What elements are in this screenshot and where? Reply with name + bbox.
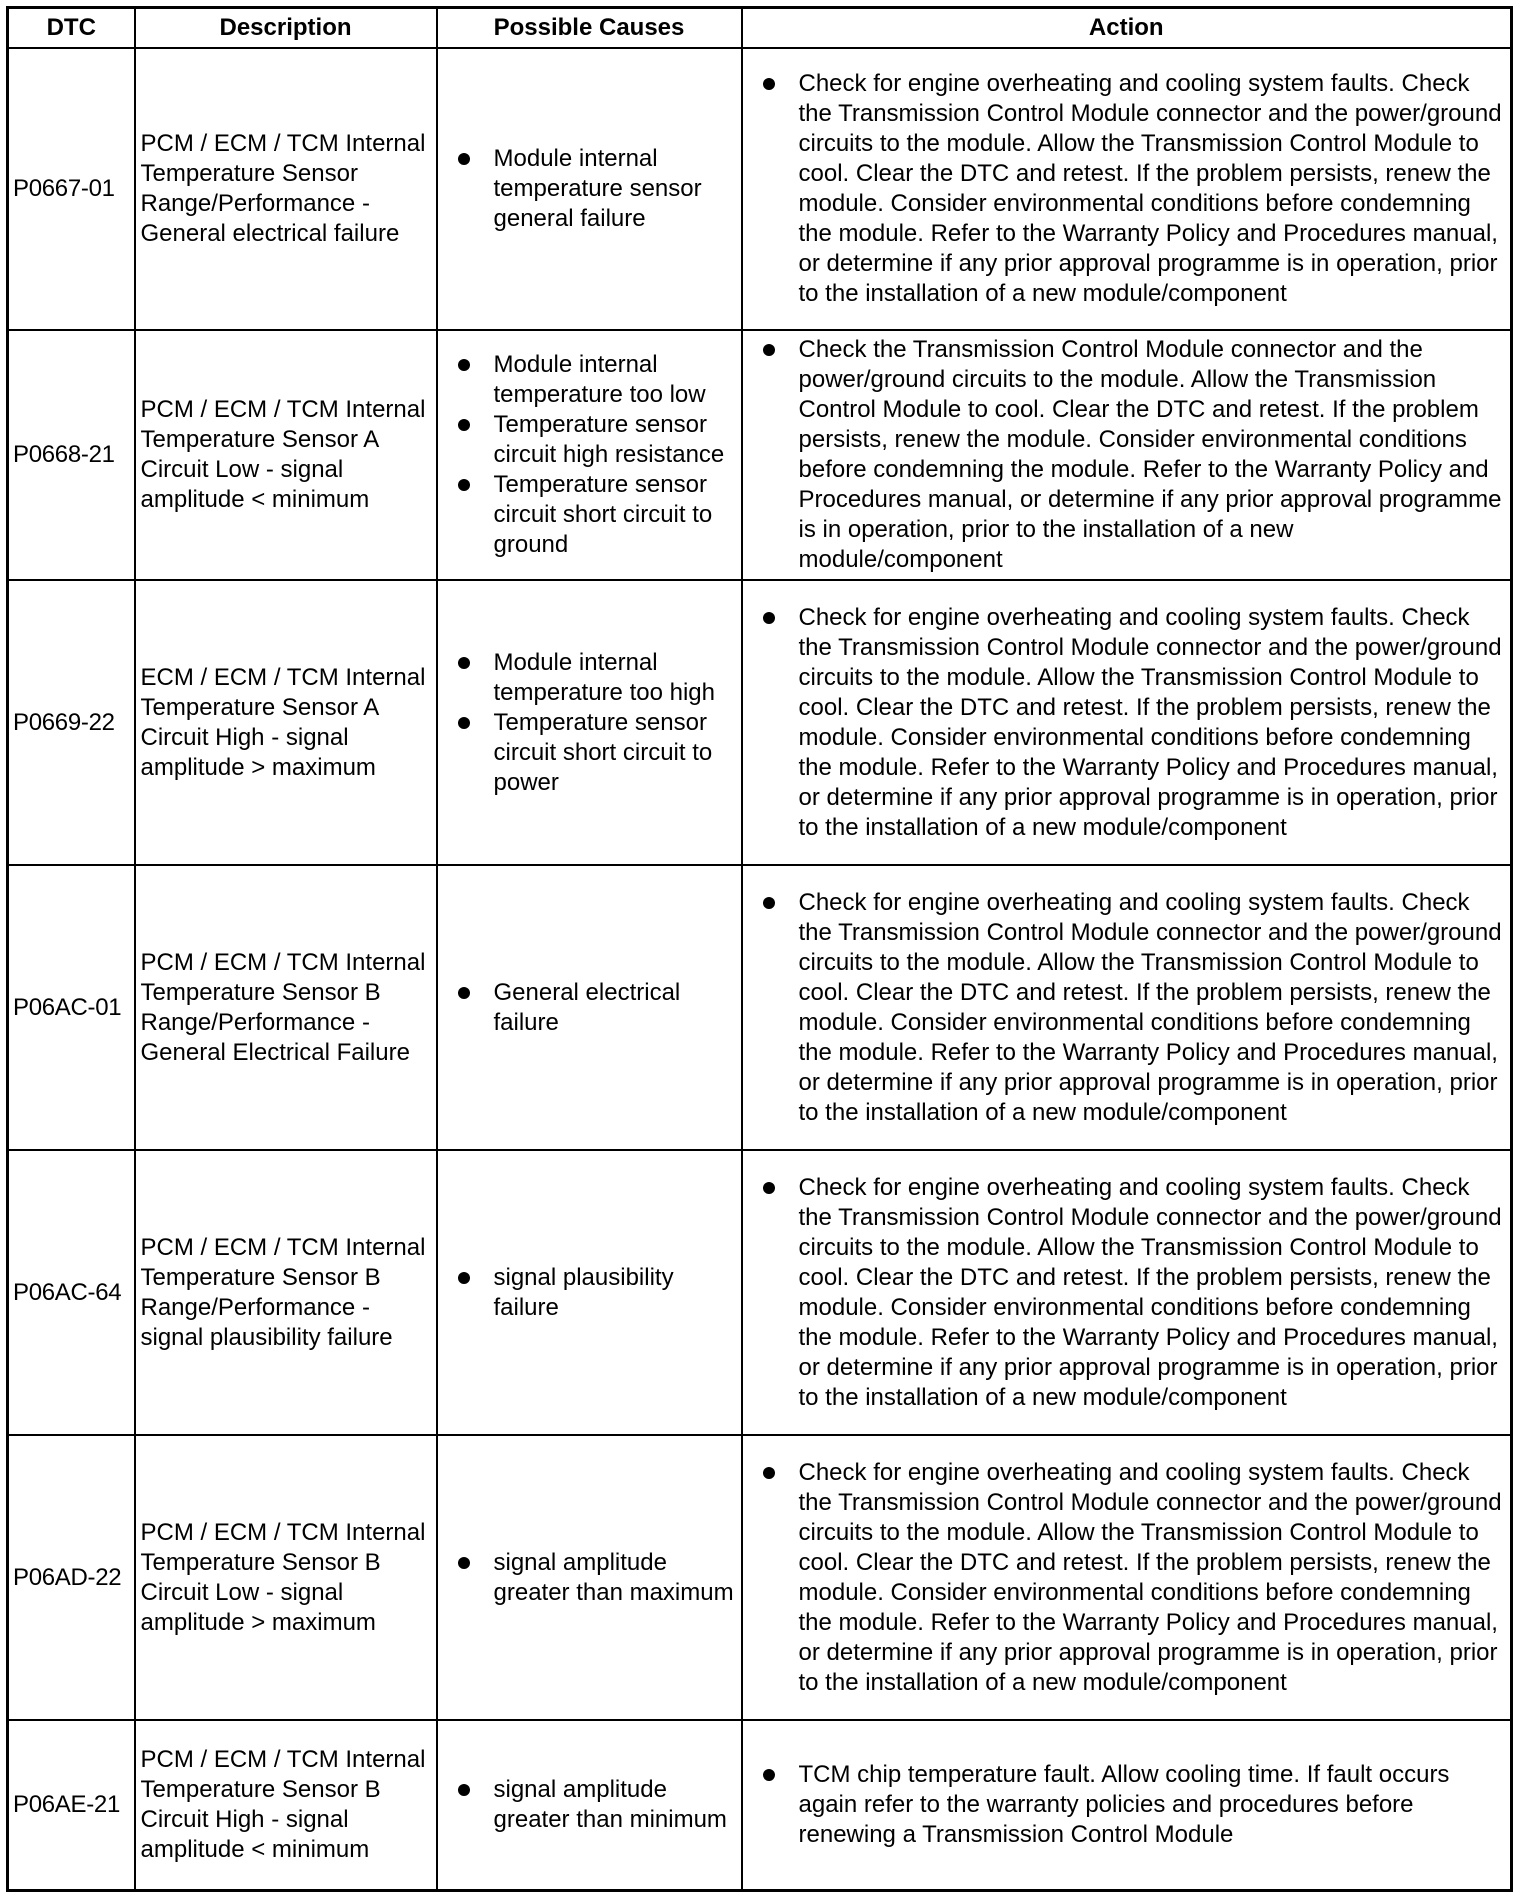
action-cell: [742, 1150, 1512, 1435]
dtc-description: PCM / ECM / TCM Internal Temperature Sensor Range/Performance - General electrical failure: [135, 48, 437, 330]
cause-item: Temperature sensor circuit short circuit to ground: [458, 470, 735, 560]
cause-item: General electrical failure: [458, 978, 735, 1038]
cause-item: Module internal temperature too low: [458, 350, 735, 410]
cause-item: Temperature sensor circuit short circuit to power: [458, 708, 735, 798]
table-row: [8, 580, 1512, 865]
action-list: [763, 1173, 1505, 1413]
header-action: Action: [742, 8, 1512, 49]
table-row: [8, 1720, 1512, 1891]
action-item: Check for engine overheating and cooling system faults. Check the Transmission Control Module connector and the power/ground circuits to the module. Allow the Transmission Control Module to cool. Clear the DTC and retest. If the problem persists, renew the module. Consider environmental conditions before condemning the module. Refer to the Warranty Policy and Procedures manual, or determine if any prior approval programme is in operation, prior to the installation of a new module/component: [763, 603, 1505, 843]
header-description: Description: [135, 8, 437, 49]
table-row: [8, 330, 1512, 580]
causes-list: [458, 1263, 735, 1323]
dtc-code: P06AE-21: [8, 1720, 135, 1891]
causes-list: [458, 144, 735, 234]
cause-item: signal amplitude greater than maximum: [458, 1548, 735, 1608]
header-dtc: DTC: [8, 8, 135, 49]
causes-list: [458, 1775, 735, 1835]
action-cell: [742, 1435, 1512, 1720]
cause-item: Module internal temperature sensor general failure: [458, 144, 735, 234]
dtc-table: [6, 6, 1513, 1892]
cause-item: signal amplitude greater than minimum: [458, 1775, 735, 1835]
action-cell: [742, 330, 1512, 580]
possible-causes: [437, 330, 742, 580]
dtc-description: PCM / ECM / TCM Internal Temperature Sensor A Circuit Low - signal amplitude < minimum: [135, 330, 437, 580]
possible-causes: [437, 48, 742, 330]
action-cell: [742, 1720, 1512, 1891]
action-list: [763, 1760, 1505, 1850]
dtc-code: P06AC-64: [8, 1150, 135, 1435]
causes-list: [458, 648, 735, 798]
dtc-description: PCM / ECM / TCM Internal Temperature Sensor B Circuit Low - signal amplitude > maximum: [135, 1435, 437, 1720]
table-header: [8, 8, 1512, 49]
dtc-code: P0668-21: [8, 330, 135, 580]
possible-causes: [437, 580, 742, 865]
action-item: Check for engine overheating and cooling system faults. Check the Transmission Control Module connector and the power/ground circuits to the module. Allow the Transmission Control Module to cool. Clear the DTC and retest. If the problem persists, renew the module. Consider environmental conditions before condemning the module. Refer to the Warranty Policy and Procedures manual, or determine if any prior approval programme is in operation, prior to the installation of a new module/component: [763, 888, 1505, 1128]
cause-item: Temperature sensor circuit high resistance: [458, 410, 735, 470]
dtc-code: P06AD-22: [8, 1435, 135, 1720]
possible-causes: [437, 865, 742, 1150]
action-cell: [742, 865, 1512, 1150]
action-list: [763, 69, 1505, 309]
possible-causes: [437, 1720, 742, 1891]
dtc-code: P0667-01: [8, 48, 135, 330]
table-row: [8, 865, 1512, 1150]
action-item: TCM chip temperature fault. Allow cooling time. If fault occurs again refer to the warranty policies and procedures before renewing a Transmission Control Module: [763, 1760, 1505, 1850]
possible-causes: [437, 1435, 742, 1720]
action-list: [763, 335, 1505, 575]
action-list: [763, 603, 1505, 843]
action-item: Check the Transmission Control Module connector and the power/ground circuits to the module. Allow the Transmission Control Module to cool. Clear the DTC and retest. If the problem persists, renew the module. Consider environmental conditions before condemning the module. Refer to the Warranty Policy and Procedures manual, or determine if any prior approval programme is in operation, prior to the installation of a new module/component: [763, 335, 1505, 575]
action-item: Check for engine overheating and cooling system faults. Check the Transmission Control Module connector and the power/ground circuits to the module. Allow the Transmission Control Module to cool. Clear the DTC and retest. If the problem persists, renew the module. Consider environmental conditions before condemning the module. Refer to the Warranty Policy and Procedures manual, or determine if any prior approval programme is in operation, prior to the installation of a new module/component: [763, 69, 1505, 309]
cause-item: signal plausibility failure: [458, 1263, 735, 1323]
causes-list: [458, 350, 735, 560]
dtc-description: PCM / ECM / TCM Internal Temperature Sensor B Range/Performance - General Electrical Failure: [135, 865, 437, 1150]
dtc-description: PCM / ECM / TCM Internal Temperature Sensor B Range/Performance - signal plausibility failure: [135, 1150, 437, 1435]
action-list: [763, 888, 1505, 1128]
dtc-code: P0669-22: [8, 580, 135, 865]
causes-list: [458, 1548, 735, 1608]
dtc-code: P06AC-01: [8, 865, 135, 1150]
header-possible-causes: Possible Causes: [437, 8, 742, 49]
table-body: [8, 48, 1512, 1891]
action-cell: [742, 48, 1512, 330]
table-row: [8, 48, 1512, 330]
action-cell: [742, 580, 1512, 865]
cause-item: Module internal temperature too high: [458, 648, 735, 708]
action-item: Check for engine overheating and cooling system faults. Check the Transmission Control Module connector and the power/ground circuits to the module. Allow the Transmission Control Module to cool. Clear the DTC and retest. If the problem persists, renew the module. Consider environmental conditions before condemning the module. Refer to the Warranty Policy and Procedures manual, or determine if any prior approval programme is in operation, prior to the installation of a new module/component: [763, 1173, 1505, 1413]
table-row: [8, 1435, 1512, 1720]
causes-list: [458, 978, 735, 1038]
header-row: [8, 8, 1512, 49]
dtc-description: PCM / ECM / TCM Internal Temperature Sensor B Circuit High - signal amplitude < minimum: [135, 1720, 437, 1891]
action-item: Check for engine overheating and cooling system faults. Check the Transmission Control Module connector and the power/ground circuits to the module. Allow the Transmission Control Module to cool. Clear the DTC and retest. If the problem persists, renew the module. Consider environmental conditions before condemning the module. Refer to the Warranty Policy and Procedures manual, or determine if any prior approval programme is in operation, prior to the installation of a new module/component: [763, 1458, 1505, 1698]
table-row: [8, 1150, 1512, 1435]
dtc-description: ECM / ECM / TCM Internal Temperature Sensor A Circuit High - signal amplitude > maximum: [135, 580, 437, 865]
action-list: [763, 1458, 1505, 1698]
possible-causes: [437, 1150, 742, 1435]
